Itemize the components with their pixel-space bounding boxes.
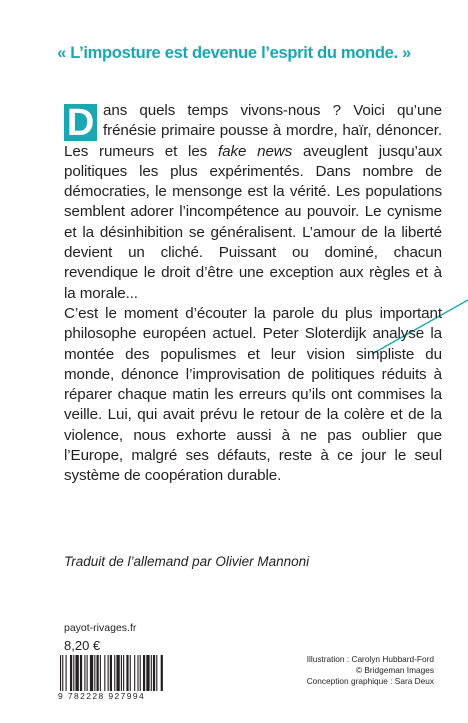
barcode: [60, 655, 164, 691]
barcode-bar: [62, 655, 63, 691]
design-credit: Conception graphique : Sara Deux: [306, 676, 434, 686]
barcode-bar: [70, 655, 72, 691]
translator-credit: Traduit de l’allemand par Olivier Mannoni: [64, 554, 310, 569]
barcode-bar: [156, 655, 157, 691]
barcode-bar: [153, 655, 155, 691]
barcode-bar: [60, 655, 61, 691]
barcode-bar: [87, 655, 88, 691]
barcode-bar: [123, 655, 124, 691]
barcode-bar: [161, 655, 163, 691]
barcode-bar: [104, 655, 105, 691]
blurb-paragraph-1: [64, 101, 442, 304]
publisher-website: payot-rivages.fr: [64, 622, 137, 634]
barcode-bar: [97, 655, 99, 691]
barcode-bar: [114, 655, 115, 691]
barcode-bar: [75, 655, 78, 691]
barcode-bar: [116, 655, 119, 691]
barcode-bar: [151, 655, 152, 691]
blurb-p1-italic: fake news: [217, 142, 293, 160]
blurb-text: [64, 101, 442, 487]
barcode-bar: [126, 655, 128, 691]
barcode-bar: [134, 655, 135, 691]
barcode-bar: [73, 655, 74, 691]
barcode-bar: [121, 655, 122, 691]
illustration-credit: Illustration : Carolyn Hubbard-Ford: [306, 654, 434, 664]
barcode-bar: [66, 655, 67, 691]
barcode-bar: [84, 655, 85, 691]
pull-quote: « L’imposture est devenue l’esprit du monde. »: [57, 44, 411, 62]
barcode-bar: [100, 655, 101, 691]
barcode-bar: [137, 655, 138, 691]
barcode-bar: [108, 655, 109, 691]
barcode-bar: [130, 655, 131, 691]
image-credits: [307, 654, 434, 687]
barcode-bar: [80, 655, 82, 691]
barcode-bar: [140, 655, 141, 691]
blurb-paragraph-2: C’est le moment d’écouter la parole du plus important philosophe européen actuel. Peter Sloterdijk analyse la montée des populismes et leur vision simpliste du monde, dénonce l’improvisation de politiques réduits à réparer chaque matin les erreurs qu’ils ont commises la veille. Lui, qui avait prévu le retour de la colère et de la violence, nous exhorte aussi à ne pas oublier que l’Europe, malgré ses défauts, reste à ce jour le seul système de coopération durable.: [64, 304, 442, 485]
barcode-bar: [110, 655, 112, 691]
barcode-bar: [146, 655, 149, 691]
barcode-bar: [94, 655, 95, 691]
drop-cap: D: [64, 104, 97, 141]
isbn-number: 9 782228 927994: [58, 691, 146, 701]
barcode-bar: [143, 655, 145, 691]
barcode-bar: [90, 655, 93, 691]
blurb-p1-end: aveuglent jusqu’aux politiques les plus expérimentés. Dans nombre de démocraties, le mensonge est la vérité. Les populations semblent adorer l’incompétence au pouvoir. Le cynisme et la désinhibition se généralisent. L’amour de la liberté devient un cliché. Puissant ou dominé, chacun revendique le droit d’être une exception aux règles et à la morale...: [64, 142, 442, 302]
price: 8,20 €: [64, 638, 101, 653]
copyright-credit: © Bridgeman Images: [355, 665, 434, 675]
blurb-p1-start: ans quels temps vivons-nous ? Voici qu’une frénésie primaire pousse à mordre, haïr, dénoncer. Les rumeurs et les: [64, 102, 442, 160]
